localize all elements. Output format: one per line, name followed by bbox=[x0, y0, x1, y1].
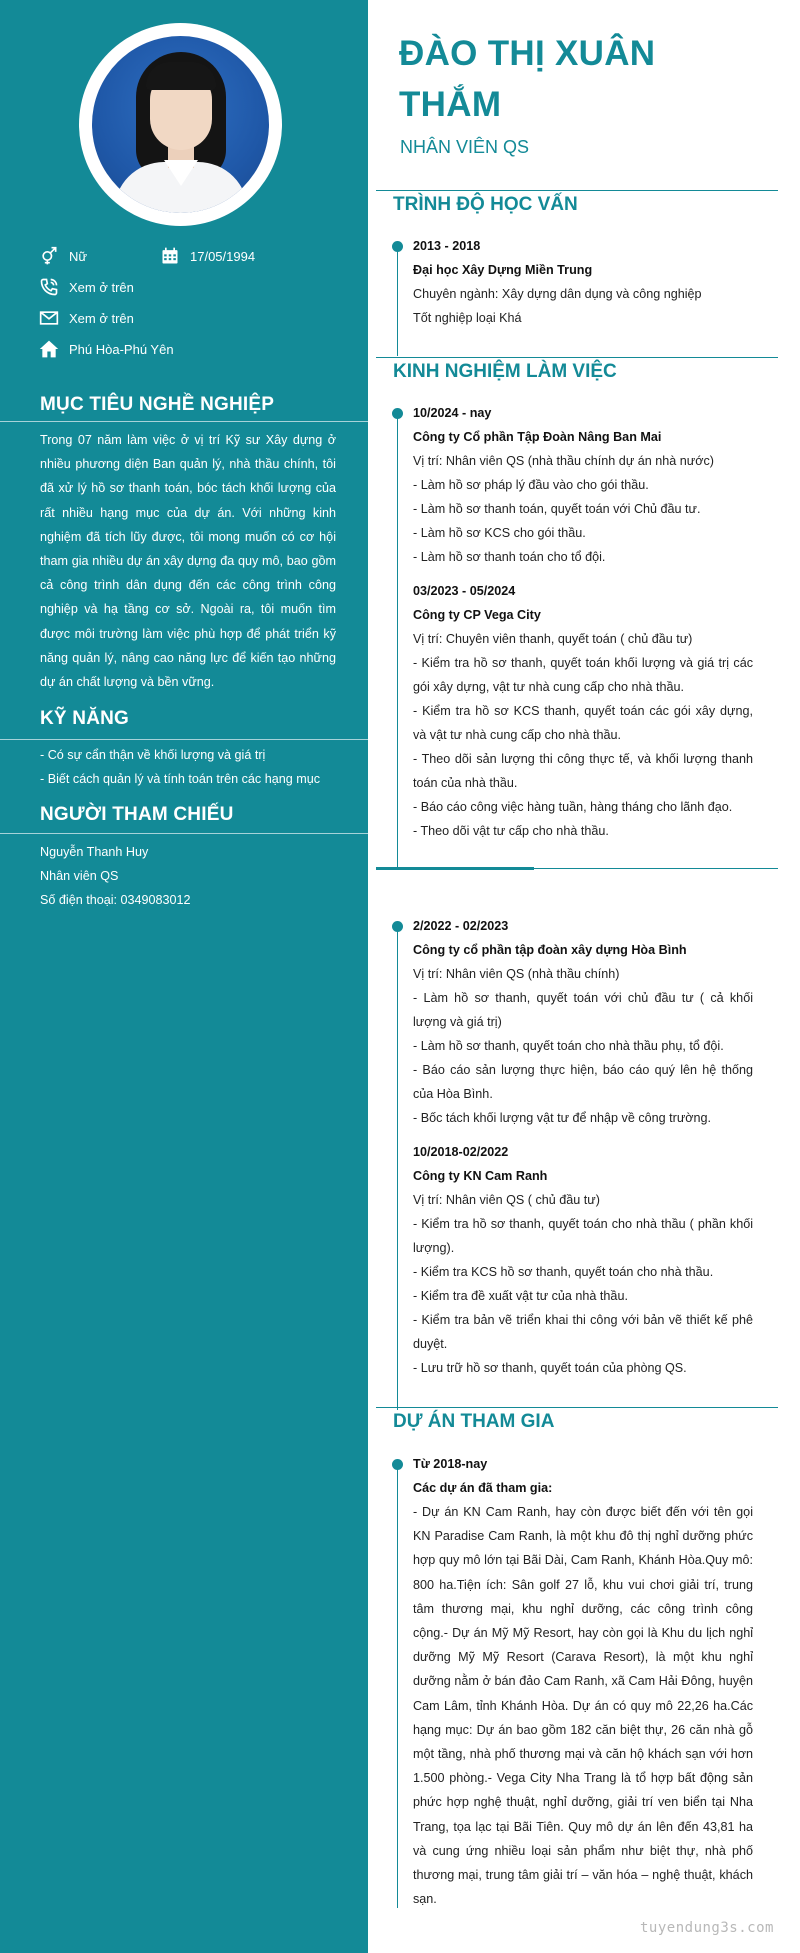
job-line: - Kiểm tra KCS hồ sơ thanh, quyết toán cho nhà thầu. bbox=[413, 1265, 714, 1279]
job-line: - Kiểm tra hồ sơ KCS thanh, quyết toán các gói xây dựng, và vật tư nhà cung cấp cho nhà thầu. bbox=[413, 704, 753, 743]
address-row bbox=[38, 338, 174, 360]
reference-position: Nhân viên QS bbox=[40, 869, 119, 883]
home-icon bbox=[38, 338, 60, 360]
candidate-name: ĐÀO THỊ XUÂN THẮM bbox=[399, 34, 656, 124]
job-line: - Báo cáo sản lượng thực hiện, báo cáo quý lên hệ thống của Hòa Bình. bbox=[413, 1063, 753, 1102]
job-line: - Làm hồ sơ thanh, quyết toán với chủ đầu tư ( cả khối lượng và giá trị) bbox=[413, 991, 753, 1030]
phone-icon bbox=[38, 276, 60, 298]
address-value: Phú Hòa-Phú Yên bbox=[69, 341, 174, 357]
job-company: Công ty cổ phần tập đoàn xây dựng Hòa Bình bbox=[413, 943, 687, 957]
job-line: - Kiểm tra đề xuất vật tư của nhà thầu. bbox=[413, 1289, 628, 1303]
skill-item: - Biết cách quản lý và tính toán trên các hạng mục bbox=[40, 772, 321, 786]
job-line: - Kiểm tra bản vẽ triển khai thi công với bản vẽ thiết kế phê duyệt. bbox=[413, 1313, 753, 1352]
birthday-value: 17/05/1994 bbox=[190, 248, 256, 264]
gender-value: Nữ bbox=[69, 248, 88, 264]
sidebar bbox=[0, 0, 368, 1953]
projects-timeline bbox=[397, 1468, 398, 1908]
job-period: 03/2023 - 05/2024 bbox=[413, 584, 516, 598]
job-line: Vị trí: Nhân viên QS (nhà thầu chính dự án nhà nước) bbox=[413, 454, 714, 468]
references-divider bbox=[0, 833, 368, 834]
email-value: Xem ở trên bbox=[69, 310, 134, 326]
education-grade: Tốt nghiệp loại Khá bbox=[413, 311, 522, 325]
gender-icon bbox=[38, 245, 60, 267]
timeline-dot bbox=[392, 921, 403, 932]
skills-title: KỸ NĂNG bbox=[40, 708, 130, 729]
experience-top-rule bbox=[376, 357, 778, 358]
job-company: Công ty Cổ phần Tập Đoàn Nâng Ban Mai bbox=[413, 430, 662, 444]
job-period: 10/2024 - nay bbox=[413, 406, 492, 420]
education-top-rule bbox=[376, 190, 778, 191]
job-line: Vị trí: Nhân viên QS ( chủ đầu tư) bbox=[413, 1193, 600, 1207]
calendar-icon bbox=[159, 245, 181, 267]
objective-text: Trong 07 năm làm việc ở vị trí Kỹ sư Xây dựng ở nhiều phương diện Ban quản lý, nhà thầu chính, tôi đã xử lý hồ sơ thanh toán, bóc tách khối lượng của rất nhiều hạng mục của dự án. Với những kinh nghiệm đã tích lũy được, tôi mong muốn có cơ hội tham gia nhiều dự án xây dựng đa quy mô, bao gồm cả công trình dân dụng đến các công trình công nghiệp và hạ tầng cơ sở. Ngoài ra, tôi muốn tìm được môi trường làm việc phù hợp để phát triển kỹ năng quản lý, nâng cao năng lực để kiến tạo những dự án chất lượng và bền vững. bbox=[40, 433, 336, 690]
education-title: TRÌNH ĐỘ HỌC VẤN bbox=[393, 194, 578, 215]
reference-name: Nguyễn Thanh Huy bbox=[40, 845, 149, 859]
projects-period: Từ 2018-nay bbox=[413, 1457, 488, 1471]
job-line: - Lưu trữ hồ sơ thanh, quyết toán của phòng QS. bbox=[413, 1361, 687, 1375]
projects-title: DỰ ÁN THAM GIA bbox=[393, 1411, 555, 1432]
gender-row bbox=[38, 245, 87, 267]
job-line: - Làm hồ sơ pháp lý đầu vào cho gói thầu. bbox=[413, 478, 649, 492]
experience-timeline bbox=[397, 413, 398, 868]
job-line: - Kiểm tra hồ sơ thanh, quyết toán cho nhà thầu ( phần khối lượng). bbox=[413, 1217, 753, 1256]
job-line: Vị trí: Nhân viên QS (nhà thầu chính) bbox=[413, 967, 620, 981]
job-line: Vị trí: Chuyên viên thanh, quyết toán ( chủ đầu tư) bbox=[413, 632, 693, 646]
job-period: 10/2018-02/2022 bbox=[413, 1145, 509, 1159]
email-row bbox=[38, 307, 134, 329]
projects-text: - Dự án KN Cam Ranh, hay còn được biết đến với tên gọi KN Paradise Cam Ranh, là một khu đô thị nghỉ dưỡng phức hợp quy mô lớn tại Bãi Dài, Cam Ranh, Khánh Hòa.Quy mô: 800 ha.Tiện ích: Sân golf 27 lỗ, khu vui chơi giải trí, trung tâm thương mại, khu nghỉ dưỡng, các công trình công cộng.- Dự án Mỹ Mỹ Resort, hay còn gọi là Khu du lịch nghỉ dưỡng Mỹ Mỹ Resort (Carava Resort), là một khu nghỉ dưỡng nằm ở bán đảo Cam Ranh, xã Cam Hải Đông, huyện Cam Lâm, tỉnh Khánh Hòa. Dự án có quy mô 22,26 ha.Các hạng mục: Dự án bao gồm 182 căn biệt thự, 26 căn nhà gỗ một tầng, nhà phố thương mại và căn hộ khách sạn với hơn 1.500 phòng.- Vega City Nha Trang là tổ hợp bất động sản phức hợp nghệ thuật, nghỉ dưỡng, giải trí ven biển tại Nha Trang, tọa lạc tại Bãi Tiên. Quy mô dự án lên đến 43,81 ha và cung ứng nhiều loại sản phẩm như biệt thự, nhà phố thương mại, trung tâm giải trí – văn hóa – nghệ thuật, khách sạn. bbox=[413, 1505, 753, 1907]
timeline-dot bbox=[392, 1459, 403, 1470]
phone-row bbox=[38, 276, 134, 298]
education-school: Đại học Xây Dựng Miền Trung bbox=[413, 263, 593, 277]
timeline-dot bbox=[392, 408, 403, 419]
timeline-dot bbox=[392, 241, 403, 252]
experience-timeline-continued bbox=[397, 930, 398, 1410]
job-line: - Theo dõi sản lượng thi công thực tế, và khối lượng thanh toán của nhà thầu. bbox=[413, 752, 753, 791]
avatar bbox=[92, 36, 269, 213]
objective-title: MỤC TIÊU NGHỀ NGHIỆP bbox=[40, 394, 275, 415]
job-line: - Báo cáo công việc hàng tuần, hàng tháng cho lãnh đạo. bbox=[413, 800, 733, 814]
job-line: - Bốc tách khối lượng vật tư để nhập về công trường. bbox=[413, 1111, 712, 1125]
email-icon bbox=[38, 307, 60, 329]
page-break-accent bbox=[376, 867, 534, 870]
education-major: Chuyên ngành: Xây dựng dân dụng và công nghiệp bbox=[413, 287, 702, 301]
watermark: tuyendung3s.com bbox=[640, 1920, 774, 1936]
reference-phone: Số điện thoại: 0349083012 bbox=[40, 893, 191, 907]
projects-subtitle: Các dự án đã tham gia: bbox=[413, 1481, 553, 1495]
job-company: Công ty CP Vega City bbox=[413, 608, 541, 622]
job-line: - Làm hồ sơ thanh toán, quyết toán với Chủ đầu tư. bbox=[413, 502, 701, 516]
job-line: - Theo dõi vật tư cấp cho nhà thầu. bbox=[413, 824, 609, 838]
experience-title: KINH NGHIỆM LÀM VIỆC bbox=[393, 361, 617, 382]
objective-divider bbox=[0, 421, 368, 422]
references-title: NGƯỜI THAM CHIẾU bbox=[40, 804, 234, 825]
skills-divider bbox=[0, 739, 368, 740]
projects-top-rule bbox=[376, 1407, 778, 1408]
job-title: NHÂN VIÊN QS bbox=[400, 137, 530, 157]
job-line: - Làm hồ sơ thanh toán cho tổ đội. bbox=[413, 550, 606, 564]
job-company: Công ty KN Cam Ranh bbox=[413, 1169, 548, 1183]
job-line: - Kiểm tra hồ sơ thanh, quyết toán khối lượng và giá trị các gói xây dựng, vật tư nhà cung cấp cho nhà thầu. bbox=[413, 656, 753, 695]
job-line: - Làm hồ sơ KCS cho gói thầu. bbox=[413, 526, 586, 540]
education-period: 2013 - 2018 bbox=[413, 239, 481, 253]
profile-photo bbox=[79, 23, 282, 226]
job-line: - Làm hồ sơ thanh, quyết toán cho nhà thầu phụ, tổ đội. bbox=[413, 1039, 724, 1053]
education-timeline bbox=[397, 246, 398, 356]
skill-item: - Có sự cẩn thận về khối lượng và giá trị bbox=[40, 748, 266, 762]
birthday-row bbox=[159, 245, 255, 267]
job-period: 2/2022 - 02/2023 bbox=[413, 919, 509, 933]
phone-value: Xem ở trên bbox=[69, 279, 134, 295]
